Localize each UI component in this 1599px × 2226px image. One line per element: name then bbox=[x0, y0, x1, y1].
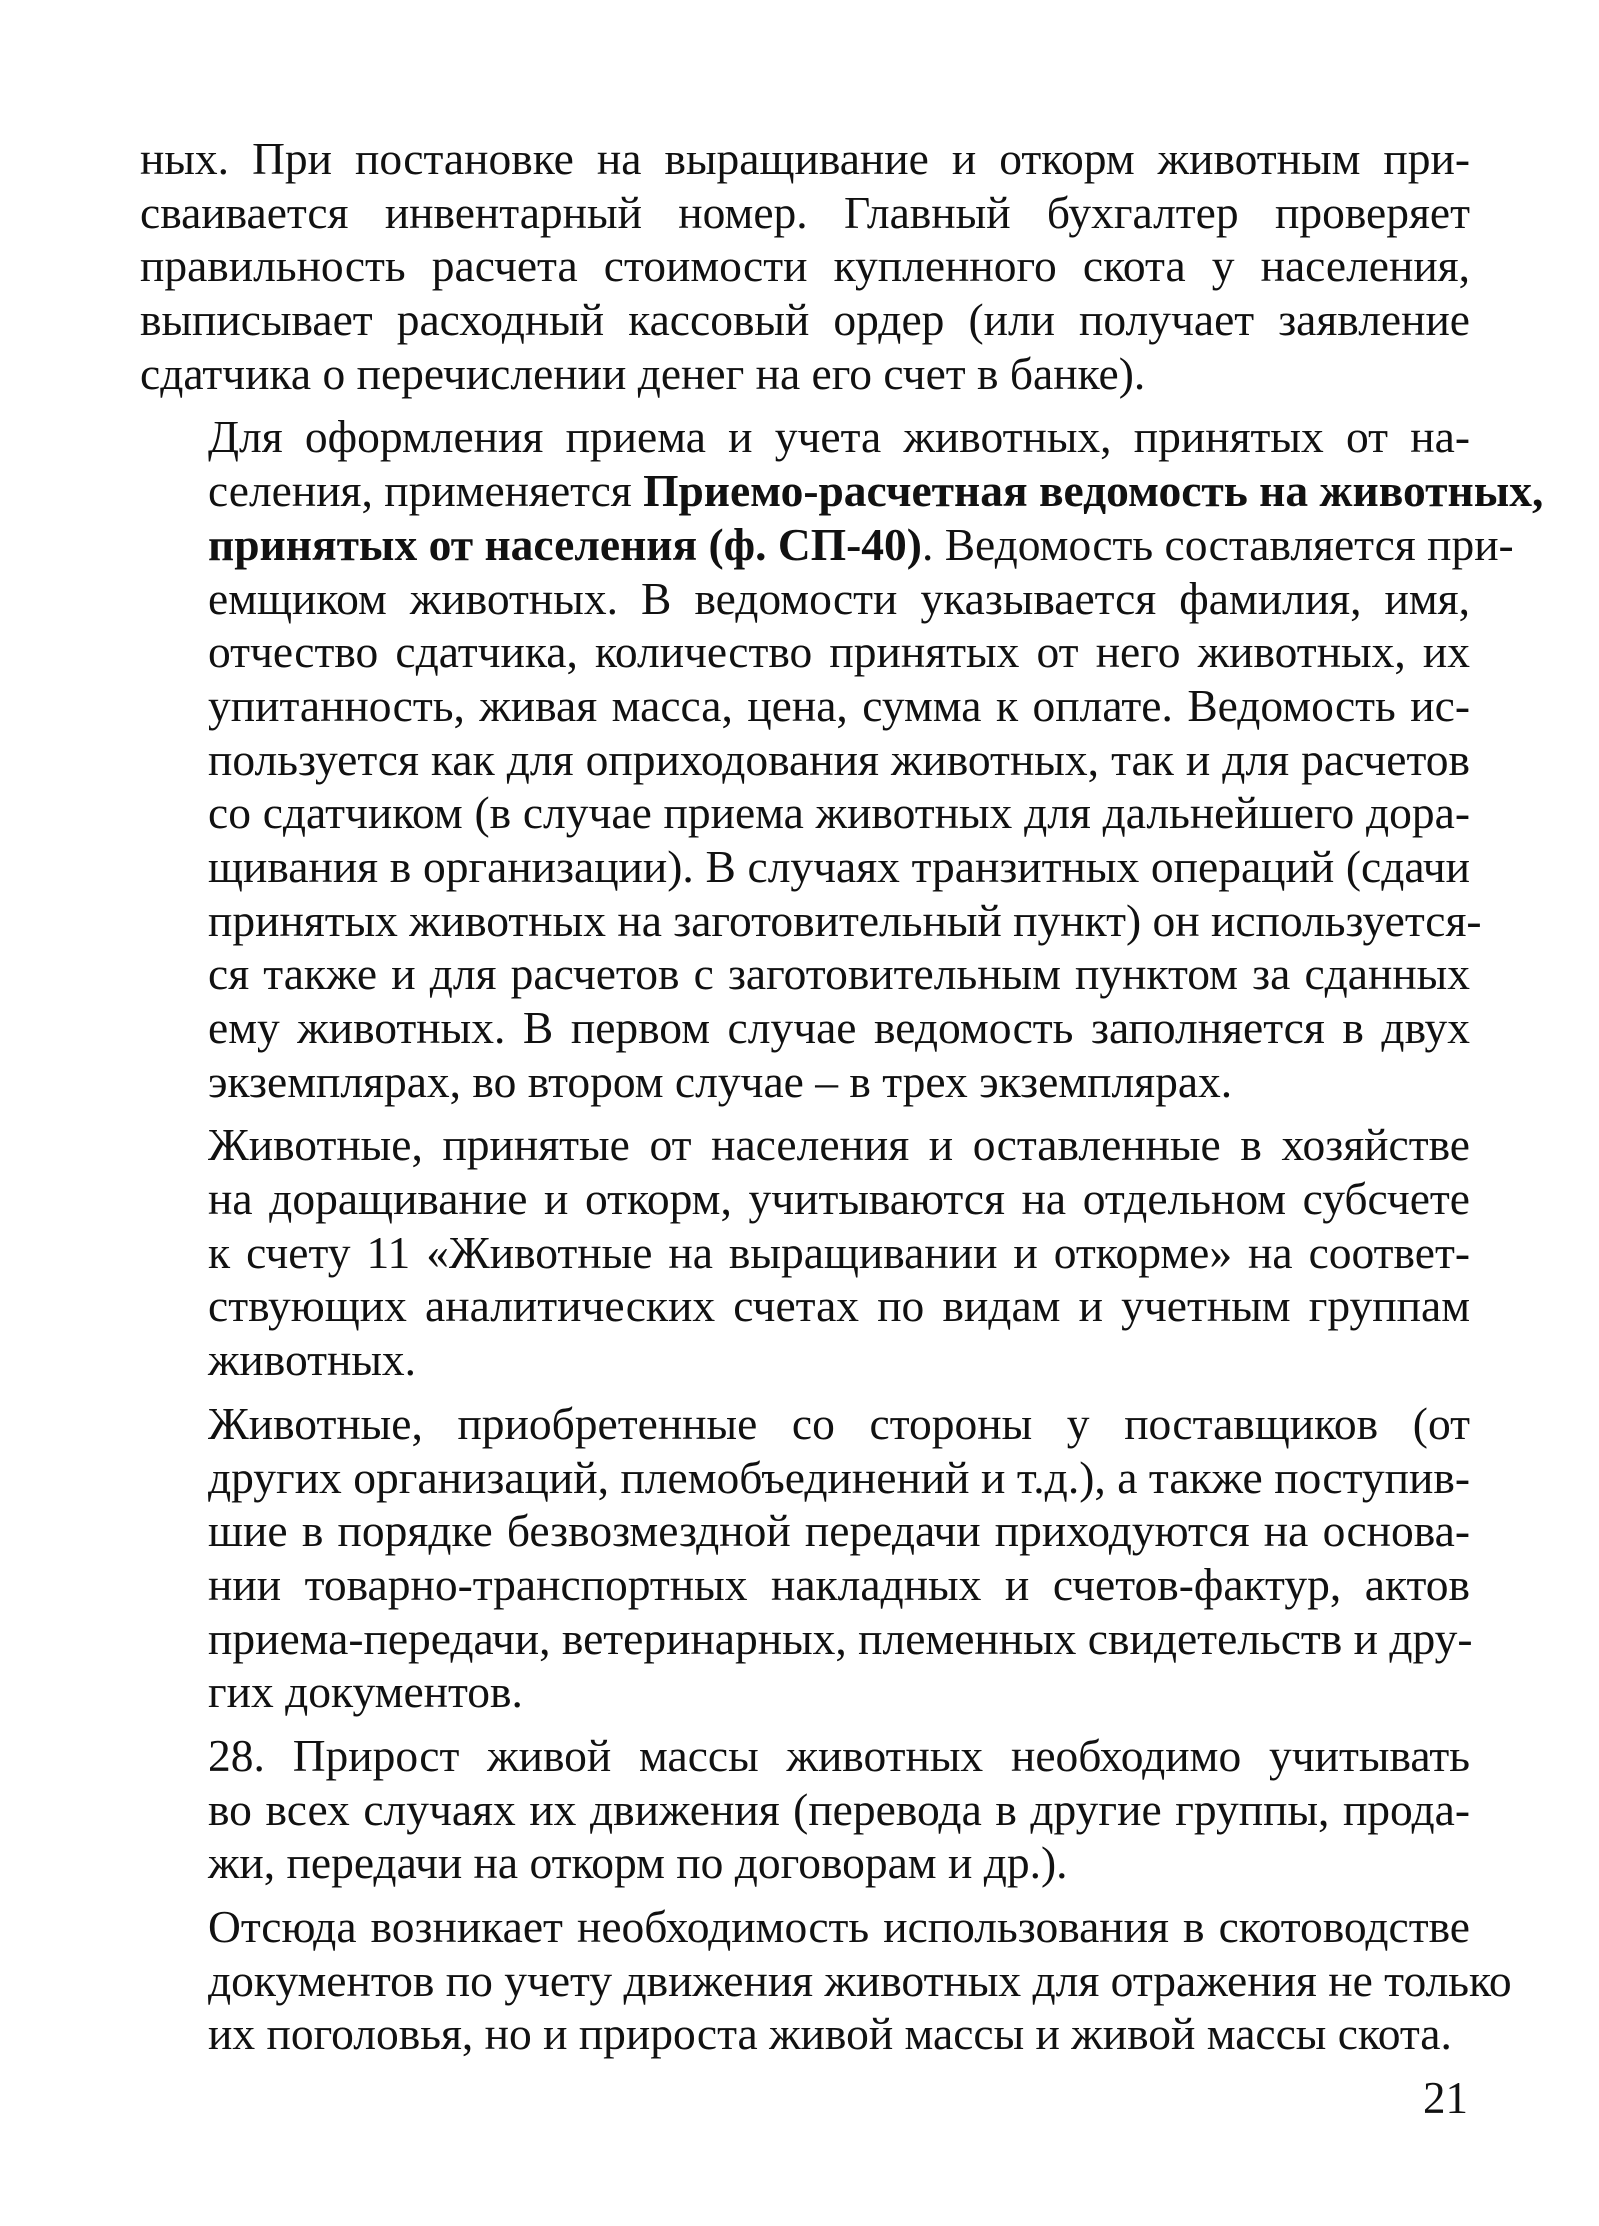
form-name-bold: Приемо-расчетная ведомость на животных, bbox=[643, 465, 1544, 517]
text-line: ся также и для расчетов с заготовительным пунктом за сданных bbox=[208, 948, 1470, 1000]
text-line: приема-передачи, ветеринарных, племенных свидетельств и дру- bbox=[208, 1612, 1473, 1664]
paragraph-5 bbox=[140, 1729, 1470, 1890]
page-body bbox=[140, 132, 1544, 2071]
paragraph-4 bbox=[140, 1397, 1473, 1719]
text-line: на доращивание и откорм, учитываются на отдельном субсчете bbox=[208, 1173, 1470, 1225]
text-line: жи, передачи на откорм по договорам и др.). bbox=[208, 1837, 1068, 1889]
text-line: Животные, приобретенные со стороны у поставщиков (от bbox=[208, 1397, 1470, 1449]
text-line bbox=[140, 464, 1544, 518]
text-line: со сдатчиком (в случае приема животных для дальнейшего дора- bbox=[208, 787, 1470, 839]
text-line: щивания в организации). В случаях транзитных операций (сдачи bbox=[208, 840, 1470, 892]
text-line: нии товарно-транспортных накладных и счетов-фактур, актов bbox=[208, 1558, 1470, 1610]
text-line: сваивается инвентарный номер. Главный бухгалтер проверяет bbox=[140, 186, 1470, 238]
paragraph-2 bbox=[140, 410, 1544, 1108]
paragraph-6 bbox=[140, 1900, 1512, 2061]
text-line: принятых животных на заготовительный пункт) он используется- bbox=[208, 894, 1482, 946]
text-line: правильность расчета стоимости купленного скота у населения, bbox=[140, 240, 1470, 292]
text-line: ствующих аналитических счетах по видам и учетным группам bbox=[208, 1280, 1470, 1332]
text-line: емщиком животных. В ведомости указывается фамилия, имя, bbox=[208, 572, 1470, 624]
text-line bbox=[140, 518, 1514, 572]
text-line: к счету 11 «Животные на выращивании и откорме» на соответ- bbox=[208, 1226, 1470, 1278]
text-line: экземплярах, во втором случае – в трех экземплярах. bbox=[208, 1055, 1233, 1107]
text-line: сдатчика о перечислении денег на его счет в банке). bbox=[140, 347, 1146, 399]
text-line: Для оформления приема и учета животных, принятых от на- bbox=[208, 411, 1470, 463]
form-code-bold: принятых от населения (ф. СП-40) bbox=[208, 518, 922, 570]
text-line: 28. Прирост живой массы животных необходимо учитывать bbox=[208, 1729, 1470, 1781]
paragraph-3 bbox=[140, 1118, 1470, 1386]
text-line: ных. При постановке на выращивание и откорм животным при- bbox=[140, 133, 1470, 184]
text-line: их поголовья, но и прироста живой массы и живой массы скота. bbox=[208, 2008, 1452, 2060]
text-line: документов по учету движения животных для отражения не только bbox=[208, 1954, 1512, 2006]
text-line: других организаций, племобъединений и т.д.), а также поступив- bbox=[208, 1451, 1470, 1503]
text-line: животных. bbox=[208, 1334, 417, 1386]
text-line: во всех случаях их движения (перевода в другие группы, прода- bbox=[208, 1783, 1470, 1835]
text-line: гих документов. bbox=[208, 1666, 523, 1718]
text-line: шие в порядке безвозмездной передачи приходуются на основа- bbox=[208, 1505, 1470, 1557]
text-line: Отсюда возникает необходимость использования в скотоводстве bbox=[208, 1901, 1470, 1952]
text-line: пользуется как для оприходования животных, так и для расчетов bbox=[208, 733, 1470, 785]
text-line: Животные, принятые от населения и оставленные в хозяйстве bbox=[208, 1119, 1470, 1171]
text-line: упитанность, живая масса, цена, сумма к оплате. Ведомость ис- bbox=[208, 679, 1470, 731]
text-fragment: селения, применяется bbox=[208, 465, 644, 517]
text-line: ему животных. В первом случае ведомость заполняется в двух bbox=[208, 1002, 1470, 1053]
text-fragment: . Ведомость составляется при- bbox=[921, 518, 1514, 570]
page-number: 21 bbox=[1423, 2073, 1468, 2123]
text-line: отчество сдатчика, количество принятых от него животных, их bbox=[208, 626, 1470, 678]
paragraph-1 bbox=[140, 132, 1470, 400]
text-line: выписывает расходный кассовый ордер (или получает заявление bbox=[140, 294, 1470, 346]
